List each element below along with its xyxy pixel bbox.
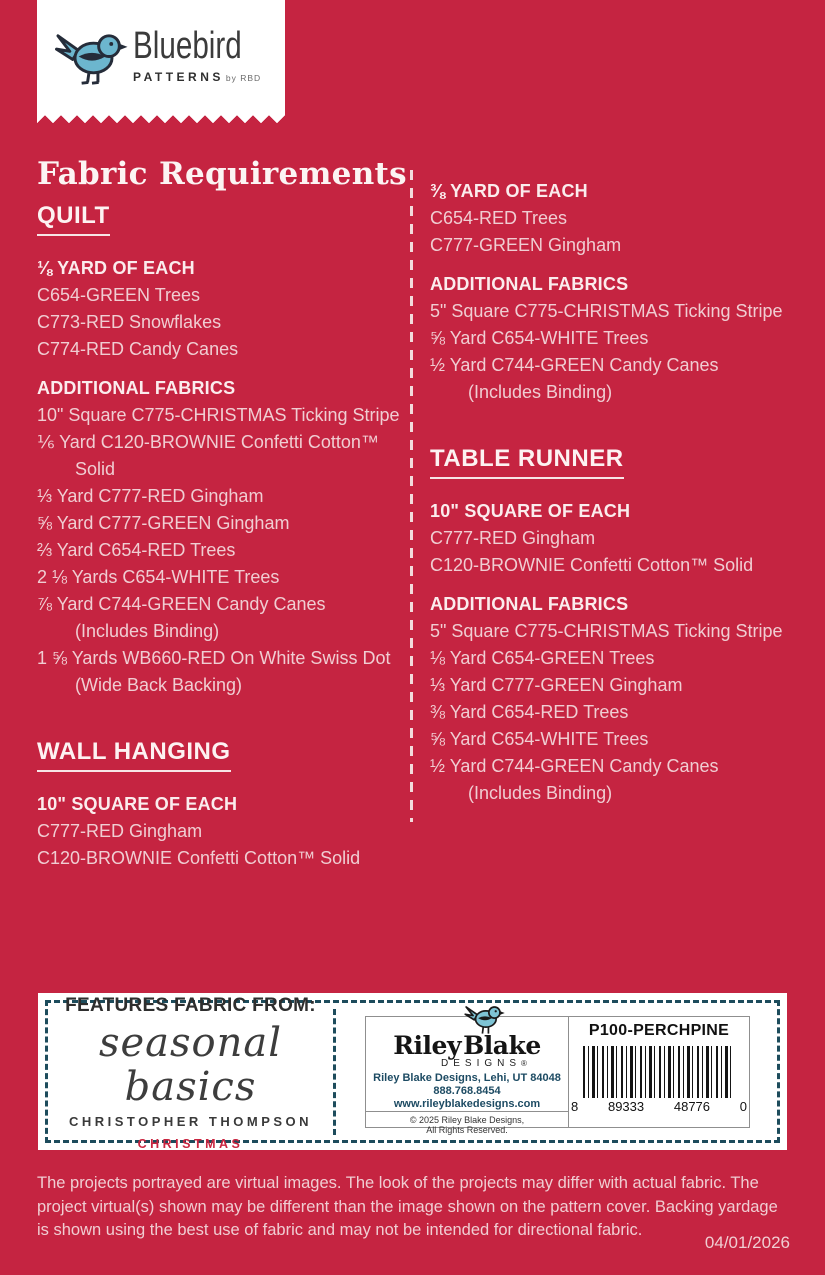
fabric-item: ⅙ Yard C120-BROWNIE Confetti Cotton™ — [37, 432, 379, 452]
bluebird-patterns-logo — [37, 0, 285, 112]
logo-wordmark — [133, 26, 272, 86]
page-title: Fabric Requirements — [37, 156, 407, 192]
revision-date: 04/01/2026 — [704, 1233, 790, 1252]
registered-mark: ® — [521, 1058, 527, 1068]
fabric-item: 2 ⅛ Yards C654-WHITE Trees — [37, 567, 280, 587]
fabric-item: C120-BROWNIE Confetti Cotton™ Solid — [430, 555, 754, 575]
publisher-phone: 888.768.8454 — [433, 1084, 501, 1097]
group-heading: 10" SQUARE OF EACH — [430, 501, 631, 521]
fabric-item: ½ Yard C744-GREEN Candy Canes — [430, 355, 719, 375]
pattern-sku: P100-PERCHPINE — [588, 1021, 730, 1039]
group-heading: ⅜ YARD OF EACH — [430, 181, 588, 201]
section-title: TABLE RUNNER — [430, 446, 624, 479]
copyright-notice: © 2025 Riley Blake Designs, All Rights Reserved. — [366, 1111, 568, 1140]
fabric-item: (Wide Back Backing) — [75, 675, 243, 695]
fabric-section — [430, 178, 805, 406]
logo-patterns-text: PATTERNS — [133, 70, 224, 84]
footer-vertical-divider — [333, 1009, 336, 1135]
fabric-item: C773-RED Snowflakes — [37, 312, 222, 332]
publisher-address: Riley Blake Designs, Lehi, UT 84048 — [373, 1071, 561, 1084]
fabric-item: 1 ⅝ Yards WB660-RED On White Swiss Dot — [37, 648, 391, 668]
barcode-bars — [583, 1046, 735, 1098]
fabric-section — [37, 739, 412, 872]
fabric-item: C777-GREEN Gingham — [430, 235, 622, 255]
group-heading: ⅛ YARD OF EACH — [37, 258, 195, 278]
publisher-info-table — [365, 1016, 750, 1135]
fabric-section — [430, 446, 805, 807]
section-title-wrap — [430, 446, 805, 488]
section-title: QUILT — [37, 203, 110, 236]
riley-blake-designs-text: DESIGNS® — [441, 1057, 527, 1069]
footer-panel — [38, 993, 787, 1150]
bluebird-icon — [55, 26, 129, 90]
logo-by-rbd-text: by RBD — [225, 73, 262, 83]
fabric-item: (Includes Binding) — [468, 382, 613, 402]
fabric-item: C774-RED Candy Canes — [37, 339, 239, 359]
fabric-item: Solid — [75, 459, 116, 479]
fabric-group — [37, 791, 412, 872]
fabric-group — [430, 178, 805, 259]
fabric-item: ⅓ Yard C777-GREEN Gingham — [430, 675, 683, 695]
fabric-group — [430, 271, 805, 406]
features-fabric-label: FEATURES FABRIC FROM: — [65, 994, 316, 1016]
fabric-item: ⅞ Yard C744-GREEN Candy Canes — [37, 594, 326, 614]
fabric-column-right — [430, 166, 805, 807]
fabric-item: ½ Yard C744-GREEN Candy Canes — [430, 756, 719, 776]
fabric-item: ⅝ Yard C777-GREEN Gingham — [37, 513, 290, 533]
group-heading: ADDITIONAL FABRICS — [430, 274, 629, 294]
fabric-item: ⅓ Yard C777-RED Gingham — [37, 486, 264, 506]
group-heading: 10" SQUARE OF EACH — [37, 794, 238, 814]
fabric-item: ⅔ Yard C654-RED Trees — [37, 540, 236, 560]
group-heading: ADDITIONAL FABRICS — [37, 378, 236, 398]
fabric-item: 5" Square C775-CHRISTMAS Ticking Stripe — [430, 301, 783, 321]
fabric-item: 10" Square C775-CHRISTMAS Ticking Stripe — [37, 405, 400, 425]
collection-theme: CHRISTMAS — [137, 1136, 244, 1151]
fabric-group — [37, 375, 412, 699]
designer-name: CHRISTOPHER THOMPSON — [68, 1113, 313, 1129]
fabric-group — [430, 498, 805, 579]
fabric-item: (Includes Binding) — [75, 621, 220, 641]
disclaimer-text: The projects portrayed are virtual images. The look of the projects may differ with actual fabric. The project virtual(s) shown may be different than the image shown on the pattern cover. Backing yardage is shown using the best use of fabric and may not be intended for directional fabric. — [37, 1174, 778, 1239]
fabric-item: ⅝ Yard C654-WHITE Trees — [430, 729, 649, 749]
riley-blake-wordmark: Riley Blake — [393, 1030, 541, 1060]
fabric-item: ⅜ Yard C654-RED Trees — [430, 702, 629, 722]
collection-name: seasonal basics — [98, 1019, 283, 1110]
section-title: WALL HANGING — [37, 739, 231, 772]
fabric-group — [37, 255, 412, 363]
fabric-item: C777-RED Gingham — [37, 821, 203, 841]
fabric-group — [430, 591, 805, 807]
section-title-wrap — [37, 739, 412, 781]
riley-blake-cell — [366, 1017, 569, 1135]
fabric-item: (Includes Binding) — [468, 783, 613, 803]
fabric-item: C654-GREEN Trees — [37, 285, 201, 305]
section-title-wrap — [37, 203, 412, 245]
fabric-item: C777-RED Gingham — [430, 528, 596, 548]
column-divider-dashed — [410, 170, 413, 822]
fabric-section — [37, 203, 412, 699]
features-fabric-cell — [48, 993, 333, 1151]
footer-panel-dashed-border — [45, 994, 780, 1151]
publisher-website: www.rileyblakedesigns.com — [393, 1097, 541, 1110]
barcode-digits: 8 89333 48776 0 — [571, 1098, 747, 1114]
fabric-item: C120-BROWNIE Confetti Cotton™ Solid — [37, 848, 361, 868]
group-heading: ADDITIONAL FABRICS — [430, 594, 629, 614]
fabric-item: 5" Square C775-CHRISTMAS Ticking Stripe — [430, 621, 783, 641]
fabric-column-left — [37, 203, 412, 872]
riley-blake-bird-icon — [462, 1001, 508, 1037]
barcode-cell — [569, 1017, 749, 1127]
fabric-item: C654-RED Trees — [430, 208, 568, 228]
fabric-item: ⅝ Yard C654-WHITE Trees — [430, 328, 649, 348]
fabric-item: ⅛ Yard C654-GREEN Trees — [430, 648, 655, 668]
logo-brand-text: Bluebird — [133, 25, 242, 67]
